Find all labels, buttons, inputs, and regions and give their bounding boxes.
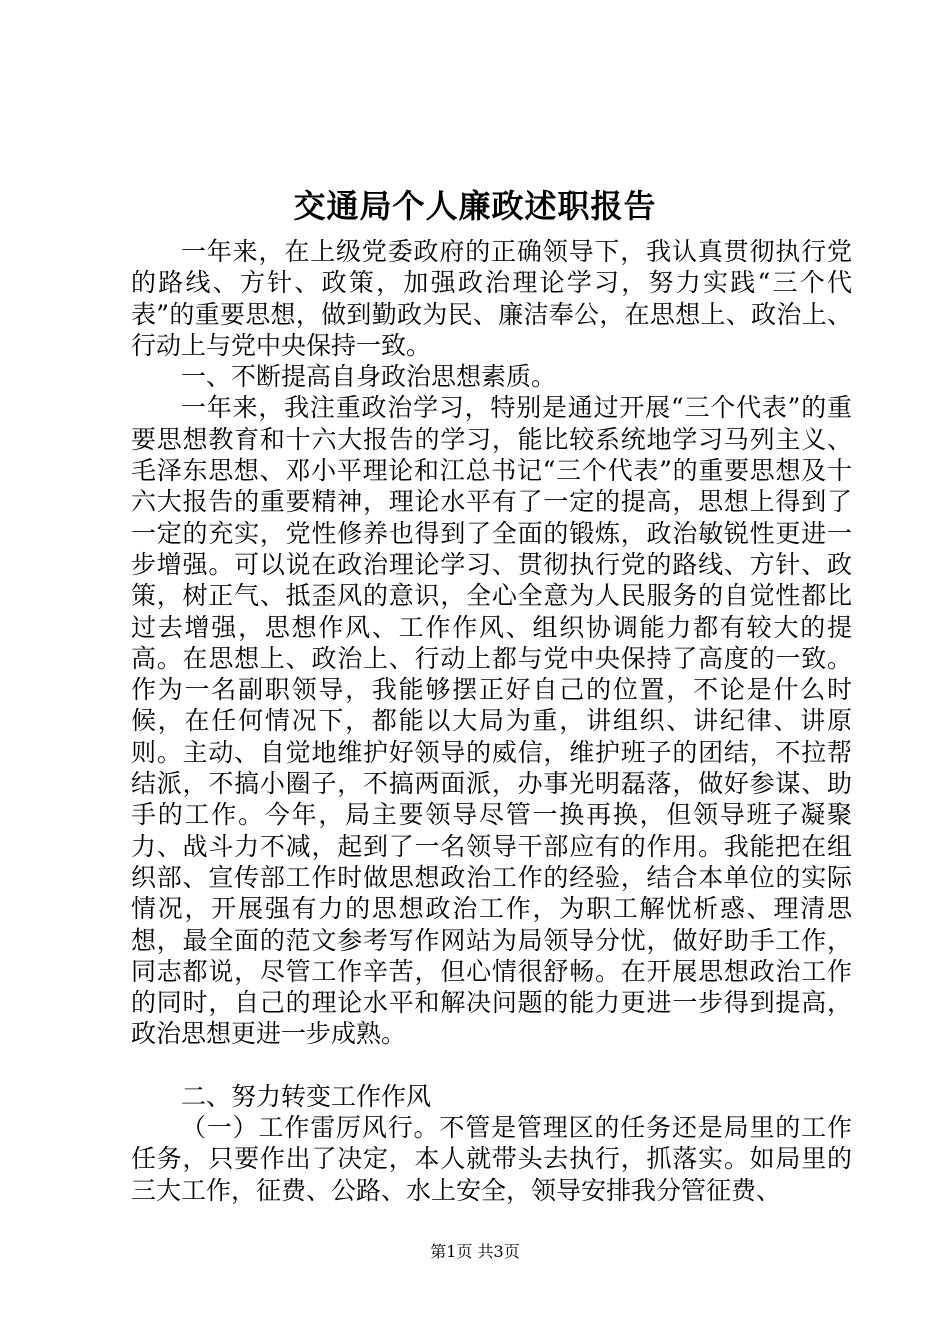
section-heading-2: 二、努力转变工作作风 <box>181 1081 432 1111</box>
section-2-paragraph: （一）工作雷厉风行。不管是管理区的任务还是局里的工作任务，只要作出了决定，本人就带头去执行，抓落实。如局里的三大工作，征费、公路、水上安全，领导安排我分管征费、 <box>131 1113 852 1205</box>
document-body <box>131 236 852 1206</box>
section-heading-1: 一、不断提高自身政治思想素质。 <box>181 362 557 392</box>
section-1-paragraph: 一年来，我注重政治学习，特别是通过开展“三个代表”的重要思想教育和十六大报告的学习，能比较系统地学习马列主义、毛泽东思想、邓小平理论和江总书记“三个代表”的重要思想及十六大报告的重要精神，理论水平有了一定的提高，思想上得到了一定的充实，党性修养也得到了全面的锻炼，政治敏锐性更进一步增强。可以说在政治理论学习、贯彻执行党的路线、方针、政策，树正气、抵歪风的意识，全心全意为人民服务的自觉性都比过去增强，思想作风、工作作风、组织协调能力都有较大的提高。在思想上、政治上、行动上都与党中央保持了高度的一致。作为一名副职领导，我能够摆正好自己的位置，不论是什么时候，在任何情况下，都能以大局为重，讲组织、讲纪律、讲原则。主动、自觉地维护好领导的威信，维护班子的团结，不拉帮结派，不搞小圈子，不搞两面派，办事光明磊落，做好参谋、助手的工作。今年，局主要领导尽管一换再换，但领导班子凝聚力、战斗力不减，起到了一名领导干部应有的作用。我能把在组织部、宣传部工作时做思想政治工作的经验，结合本单位的实际情况，开展强有力的思想政治工作，为职工解忧析惑、理清思想，最全面的范文参考写作网站为局领导分忧，做好助手工作，同志都说，尽管工作辛苦，但心情很舒畅。在开展思想政治工作的同时，自己的理论水平和解决问题的能力更进一步得到提高，政治思想更进一步成熟。 <box>131 393 852 1049</box>
intro-paragraph: 一年来，在上级党委政府的正确领导下，我认真贯彻执行党的路线、方针、政策，加强政治理论学习，努力实践“三个代表”的重要思想，做到勤政为民、廉洁奉公，在思想上、政治上、行动上与党中央保持一致。 <box>131 237 852 360</box>
document-title: 交通局个人廉政述职报告 <box>293 187 657 225</box>
page-number-footer: 第1页 共3页 <box>430 1242 520 1261</box>
